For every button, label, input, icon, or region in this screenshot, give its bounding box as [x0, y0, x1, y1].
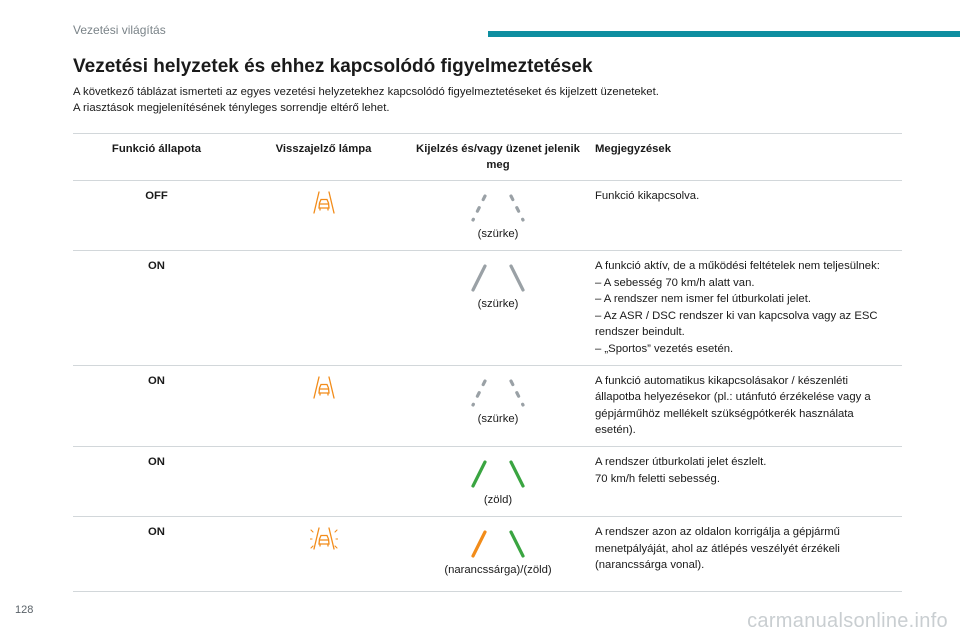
- display-cell: [407, 181, 589, 251]
- note-line: – A sebesség 70 km/h alatt van.: [595, 276, 755, 289]
- section-header: Vezetési világítás: [73, 23, 166, 37]
- lane-warning-lamp-icon: [310, 189, 338, 217]
- status-cell: ON: [73, 251, 240, 366]
- lamp-cell: [240, 365, 407, 446]
- intro-text: [73, 84, 659, 116]
- table-row: [73, 516, 902, 591]
- table-row: [73, 251, 902, 366]
- display-cell: [407, 446, 589, 516]
- note-line: A funkció aktív, de a működési feltételek nem teljesülnek:: [595, 260, 880, 272]
- notes-cell: [589, 365, 902, 446]
- lamp-cell: [240, 251, 407, 366]
- note-line: – „Sportos” vezetés esetén.: [595, 342, 734, 355]
- display-cell: [407, 516, 589, 591]
- warnings-table: [73, 133, 902, 592]
- display-caption: (narancssárga)/(zöld): [444, 563, 552, 576]
- column-header-display: Kijelzés és/vagy üzenet jelenik meg: [407, 134, 589, 181]
- lane-lines-display-icon: [468, 194, 528, 222]
- display-caption: (szürke): [477, 228, 519, 240]
- page-number: 128: [15, 604, 34, 616]
- watermark: carmanualsonline.info: [747, 610, 948, 632]
- display-caption: (szürke): [477, 298, 519, 310]
- intro-line: A következő táblázat ismerteti az egyes vezetési helyzetekhez kapcsolódó figyelmeztetéseket és kijelzett üzeneteket.: [73, 86, 659, 98]
- lane-lines-display-icon: [468, 379, 528, 407]
- intro-line: A riasztások megjelenítésének tényleges sorrendje eltérő lehet.: [73, 102, 390, 114]
- display-caption: (zöld): [483, 493, 513, 506]
- header-accent-bar: [488, 31, 960, 37]
- table-body: [73, 181, 902, 592]
- note-line: Funkció kikapcsolva.: [595, 190, 700, 202]
- status-cell: ON: [73, 446, 240, 516]
- lamp-cell: [240, 181, 407, 251]
- column-header-status: Funkció állapota: [73, 134, 240, 181]
- display-caption: (szürke): [477, 412, 519, 425]
- note-line: A funkció automatikus kikapcsolásakor / készenléti állapotba helyezésekor (pl.: utánfutó érzékelése vagy a gépjárműhöz mellékelt szükségpótkerék használata esetén).: [595, 374, 871, 437]
- status-cell: OFF: [73, 181, 240, 251]
- lane-lines-display-icon: [468, 460, 528, 488]
- display-cell: [407, 251, 589, 366]
- notes-cell: [589, 181, 902, 251]
- note-line: – Az ASR / DSC rendszer ki van kapcsolva vagy az ESC rendszer beindult.: [595, 309, 878, 339]
- note-line: A rendszer útburkolati jelet észlelt.: [595, 455, 767, 468]
- column-header-notes: Megjegyzések: [589, 134, 902, 181]
- lane-lines-display-icon: [468, 264, 528, 292]
- notes-cell: [589, 516, 902, 591]
- lane-warning-lamp-icon: [310, 374, 338, 402]
- note-line: A rendszer azon az oldalon korrigálja a gépjármű menetpályáját, ahol az átlépés veszélyét érzékeli (narancssárga vonal).: [595, 525, 840, 572]
- display-cell: [407, 365, 589, 446]
- table-row: [73, 446, 902, 516]
- lane-warning-lamp-icon: [310, 525, 338, 553]
- status-cell: ON: [73, 516, 240, 591]
- note-line: 70 km/h feletti sebesség.: [595, 472, 720, 485]
- lane-lines-display-icon: [468, 530, 528, 558]
- lamp-cell: [240, 446, 407, 516]
- table-header-row: [73, 134, 902, 181]
- table-row: [73, 181, 902, 251]
- note-line: – A rendszer nem ismer fel útburkolati jelet.: [595, 293, 811, 306]
- column-header-lamp: Visszajelző lámpa: [240, 134, 407, 181]
- page-title: Vezetési helyzetek és ehhez kapcsolódó figyelmeztetések: [73, 56, 593, 77]
- status-cell: ON: [73, 365, 240, 446]
- notes-cell: [589, 251, 902, 366]
- notes-cell: [589, 446, 902, 516]
- lamp-cell: [240, 516, 407, 591]
- table-row: [73, 365, 902, 446]
